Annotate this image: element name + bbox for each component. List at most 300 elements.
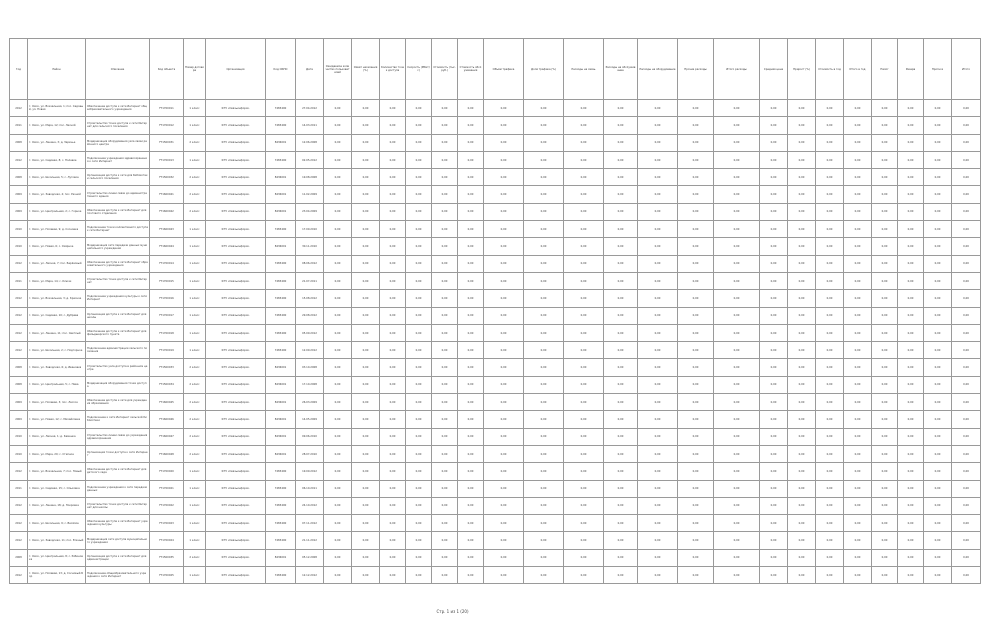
table-cell: 0,00 [924,532,952,549]
table-cell: 0,00 [524,549,564,566]
table-cell: 0,00 [458,342,484,359]
table-cell: 0,00 [788,255,816,272]
table-cell: 0,00 [432,342,458,359]
table-cell: 0,00 [898,394,924,411]
table-cell: 0,00 [898,515,924,532]
table-cell: Строительство линии связи до учреждения здравоохранения [86,428,150,445]
column-header: Код ОКПО [266,39,296,100]
table-cell: 0,00 [524,324,564,341]
table-cell: 0,00 [638,100,678,117]
column-header: Итого расходы [714,39,760,100]
table-cell: 0,00 [788,428,816,445]
table-cell: 0,00 [872,532,898,549]
table-cell: ФГУ «Связьинформ» [206,290,266,307]
table-cell: 0,00 [678,169,714,186]
table-cell: 1 класс [184,342,206,359]
table-cell: 0,00 [484,359,524,376]
table-cell: 2 класс [184,376,206,393]
table-cell: 0,00 [604,290,638,307]
table-cell: 0,00 [432,463,458,480]
table-cell: 2 класс [184,445,206,462]
table-cell: FT1600045 [150,394,184,411]
table-cell: 0,00 [524,567,564,584]
table-cell: 0,00 [872,549,898,566]
table-cell: Строительство узла доступа в районном центре [86,359,150,376]
table-cell: 0,00 [898,480,924,497]
table-cell: 0,00 [714,238,760,255]
table-cell: 0,00 [604,445,638,462]
table-cell: 0,00 [952,324,981,341]
table-cell: 0,00 [352,307,380,324]
table-row [10,463,981,480]
table-cell: 0,00 [816,100,844,117]
table-cell: 0,00 [406,203,432,220]
table-cell: 0,00 [564,186,604,203]
table-cell: 0,00 [924,567,952,584]
table-cell: 0,00 [564,324,604,341]
table-cell: 0,00 [324,376,352,393]
table-cell: 0,00 [714,290,760,307]
table-cell: 0,00 [604,463,638,480]
table-cell: ФГУ «Связьинформ» [206,186,266,203]
table-cell: 0,00 [678,532,714,549]
page-number: Стр. 1 из 1 (20) [436,609,469,614]
table-cell: 0,00 [788,394,816,411]
table-cell: 0,00 [484,186,524,203]
table-cell: 0,00 [760,376,788,393]
table-cell: 0,00 [678,428,714,445]
table-cell: 0,00 [484,342,524,359]
table-cell: 0,00 [638,532,678,549]
table-cell: г. Омск, ул. Школьная, 5; с. Луговое [28,169,86,186]
table-cell: 0,00 [714,445,760,462]
table-cell: 0,00 [844,376,872,393]
table-cell: 0,00 [898,255,924,272]
table-cell: 05.09.2012 [296,324,324,341]
table-cell: FT1700023 [150,515,184,532]
table-cell: 0,00 [458,497,484,514]
table-cell: 7483400 [266,255,296,272]
column-header: Ожидаемое количество пользователей [324,39,352,100]
table-cell: г. Омск, ул. Вокзальная, 7; пос. Новый [28,463,86,480]
table-cell: 0,00 [524,428,564,445]
table-cell: 0,00 [432,100,458,117]
table-cell: 0,00 [872,307,898,324]
table-cell: 0,00 [872,515,898,532]
table-cell: 0,00 [406,497,432,514]
table-cell: 0,00 [432,238,458,255]
table-cell: 0,00 [898,100,924,117]
table-cell: 0,00 [324,428,352,445]
table-cell: 0,00 [816,324,844,341]
table-cell: 0,00 [380,272,406,289]
table-cell: 0,00 [844,428,872,445]
table-cell: Строительство линии связи до административного здания [86,186,150,203]
table-cell: 0,00 [406,463,432,480]
table-cell: 0,00 [638,411,678,428]
table-cell: 0,00 [352,463,380,480]
table-cell: 0,00 [952,497,981,514]
table-cell: 0,00 [458,307,484,324]
table-cell: 0,00 [352,342,380,359]
table-cell: 0,00 [714,134,760,151]
column-header: Описание [86,39,150,100]
table-cell: 0,00 [952,255,981,272]
table-cell: 0,00 [952,359,981,376]
table-cell: FT1600046 [150,411,184,428]
column-header: Средняя цена [760,39,788,100]
table-cell: 0,00 [406,307,432,324]
table-cell: 7483400 [266,480,296,497]
table-cell: FT1500031 [150,134,184,151]
table-cell: 8436001 [266,203,296,220]
table-cell: 0,00 [678,221,714,238]
table-cell: FT1500032 [150,169,184,186]
table-cell: 0,00 [844,497,872,514]
table-cell: 0,00 [844,463,872,480]
table-cell: 0,00 [678,394,714,411]
table-cell: 0,00 [406,186,432,203]
table-cell: 0,00 [564,515,604,532]
table-cell: 0,00 [380,324,406,341]
table-row [10,238,981,255]
table-cell: 0,00 [872,151,898,168]
table-cell: 0,00 [324,411,352,428]
table-cell: 0,00 [714,411,760,428]
table-cell: 0,00 [484,221,524,238]
table-cell: 0,00 [524,221,564,238]
table-cell: 0,00 [844,480,872,497]
table-row [10,376,981,393]
table-cell: 0,00 [432,117,458,134]
table-cell: 2008 [10,549,28,566]
table-row [10,532,981,549]
table-cell: 0,00 [872,428,898,445]
table-cell: 0,00 [788,445,816,462]
table-cell: 0,00 [406,255,432,272]
table-cell: 0,00 [678,117,714,134]
table-cell: 0,00 [432,549,458,566]
table-cell: 0,00 [816,290,844,307]
table-cell: 0,00 [458,532,484,549]
table-cell: 0,00 [678,307,714,324]
table-cell: 08.06.2012 [296,255,324,272]
table-cell: 0,00 [406,515,432,532]
table-cell: ФГУ «Связьинформ» [206,532,266,549]
table-cell: 0,00 [380,342,406,359]
table-cell: 0,00 [898,567,924,584]
table-cell: 0,00 [380,203,406,220]
table-cell: 2010 [10,221,28,238]
table-cell: ФГУ «Связьинформ» [206,376,266,393]
table-cell: 0,00 [924,255,952,272]
table-cell: 0,00 [458,324,484,341]
table-row [10,186,981,203]
table-row [10,480,981,497]
table-cell: 2 класс [184,411,206,428]
table-cell: Обеспечение доступа к сети Интернет образовательного учреждения [86,255,150,272]
table-cell: 0,00 [952,342,981,359]
table-cell: 8436001 [266,134,296,151]
table-cell: 0,00 [432,290,458,307]
table-cell: 0,00 [714,100,760,117]
table-cell: 0,00 [678,342,714,359]
table-cell: 0,00 [638,221,678,238]
table-cell: г. Омск, ул. Заводская, 4; пос. Речной [28,186,86,203]
table-cell: 0,00 [788,376,816,393]
table-cell: ФГУ «Связьинформ» [206,100,266,117]
table-cell: 0,00 [816,445,844,462]
table-cell: 0,00 [324,100,352,117]
table-cell: 0,00 [898,497,924,514]
table-cell: 1 класс [184,255,206,272]
table-cell: 0,00 [380,186,406,203]
table-cell: 0,00 [714,549,760,566]
table-cell: 0,00 [924,463,952,480]
table-cell: 0,00 [816,549,844,566]
table-cell: 0,00 [484,532,524,549]
table-cell: 0,00 [678,272,714,289]
table-cell: 0,00 [604,186,638,203]
table-cell: 0,00 [872,445,898,462]
table-cell: 0,00 [714,480,760,497]
table-cell: 17.09.2010 [296,221,324,238]
table-cell: 0,00 [406,272,432,289]
table-cell: 0,00 [844,359,872,376]
table-cell: 0,00 [432,134,458,151]
table-cell: 0,00 [604,255,638,272]
column-header: Расходы на оборудование [638,39,678,100]
table-cell: 0,00 [924,428,952,445]
table-cell: 8436001 [266,445,296,462]
table-cell: 0,00 [406,394,432,411]
table-cell: 0,00 [380,428,406,445]
table-cell: 0,00 [714,169,760,186]
table-cell: 0,00 [816,151,844,168]
table-cell: 1 класс [184,221,206,238]
table-cell: 0,00 [678,549,714,566]
table-cell: 2012 [10,532,28,549]
table-cell: Подключение администрации сельского поселения [86,342,150,359]
table-cell: 0,00 [406,169,432,186]
table-cell: 0,00 [816,515,844,532]
table-cell: 0,00 [816,342,844,359]
table-cell: 0,00 [352,411,380,428]
table-cell: 0,00 [458,169,484,186]
table-cell: 0,00 [714,394,760,411]
table-row [10,342,981,359]
table-cell: 7483400 [266,221,296,238]
table-cell: 0,00 [458,428,484,445]
table-cell: 0,00 [564,376,604,393]
table-cell: Подключение точки коллективного доступа к сети Интернет [86,221,150,238]
table-cell: 0,00 [816,169,844,186]
table-cell: 0,00 [432,169,458,186]
table-cell: 0,00 [406,445,432,462]
table-cell: 2011 [10,480,28,497]
table-cell: 0,00 [760,445,788,462]
table-cell: Организация точки доступа к сети Интернет [86,445,150,462]
table-cell: 0,00 [604,169,638,186]
column-header: Количество точек доступа [380,39,406,100]
table-cell: 0,00 [872,238,898,255]
table-cell: 0,00 [788,290,816,307]
table-cell: Модернизация оборудования точки доступа [86,376,150,393]
table-cell: 0,00 [952,272,981,289]
table-cell: 0,00 [432,307,458,324]
table-cell: 0,00 [604,221,638,238]
table-cell: 8436001 [266,549,296,566]
table-cell: 0,00 [638,359,678,376]
table-cell: 0,00 [432,445,458,462]
table-cell: 0,00 [638,394,678,411]
table-cell: 0,00 [352,376,380,393]
table-cell: 0,00 [524,186,564,203]
table-cell: г. Омск, ул. Лесная, 7; пос. Берёзовый [28,255,86,272]
table-cell: 0,00 [380,151,406,168]
column-header: Стоимость обслуживания [458,39,484,100]
table-cell: FT1700025 [150,567,184,584]
table-cell: 0,00 [788,497,816,514]
table-cell: 0,00 [564,463,604,480]
table-cell: 0,00 [484,255,524,272]
table-cell: 0,00 [352,532,380,549]
table-cell: 0,00 [380,307,406,324]
table-cell: 0,00 [352,497,380,514]
table-row [10,117,981,134]
table-cell: FT1700014 [150,255,184,272]
table-cell: 2012 [10,307,28,324]
table-cell: 2 класс [184,359,206,376]
table-cell: 0,00 [760,307,788,324]
table-cell: 0,00 [324,255,352,272]
table-cell: 0,00 [458,272,484,289]
table-cell: 0,00 [432,532,458,549]
table-cell: 0,00 [760,255,788,272]
table-cell: 0,00 [352,549,380,566]
table-cell: 19.08.2008 [296,169,324,186]
table-cell: 1 класс [184,272,206,289]
table-cell: 0,00 [352,290,380,307]
table-cell: 0,00 [524,100,564,117]
table-cell: г. Омск, ул. Центральная, 5; с. Нива [28,376,86,393]
table-cell: 0,00 [678,480,714,497]
table-cell: 2012 [10,255,28,272]
table-cell: 0,00 [432,376,458,393]
table-cell: 0,00 [898,221,924,238]
table-cell: 0,00 [406,532,432,549]
table-cell: 0,00 [760,238,788,255]
table-cell: 1 класс [184,567,206,584]
table-cell: 0,00 [678,203,714,220]
table-cell: 0,00 [524,290,564,307]
table-cell: FT1600044 [150,238,184,255]
table-cell: 0,00 [788,169,816,186]
table-cell: ФГУ «Связьинформ» [206,238,266,255]
table-cell: 0,00 [524,394,564,411]
table-cell: Строительство точки доступа к сети Интернет [86,272,150,289]
table-cell: 0,00 [352,151,380,168]
table-cell: 0,00 [352,255,380,272]
table-cell: Строительство точки доступа к сети Интернет для школы [86,497,150,514]
table-cell: 09.06.2010 [296,428,324,445]
table-cell: 0,00 [380,532,406,549]
table-cell: 0,00 [760,134,788,151]
table-cell: 0,00 [324,532,352,549]
table-cell: ФГУ «Связьинформ» [206,480,266,497]
table-cell: 0,00 [816,428,844,445]
table-cell: 0,00 [604,515,638,532]
table-cell: 0,00 [952,203,981,220]
column-header: Год [10,39,28,100]
table-cell: 0,00 [924,359,952,376]
table-cell: 0,00 [524,255,564,272]
table-cell: г. Омск, ул. Заводская, 11; пос. Южный [28,532,86,549]
table-cell: 0,00 [638,290,678,307]
table-cell: 0,00 [714,567,760,584]
table-cell: 0,00 [678,134,714,151]
table-cell: 0,00 [924,497,952,514]
table-cell: 0,00 [898,359,924,376]
table-cell: 0,00 [760,272,788,289]
table-cell: 0,00 [788,515,816,532]
table-cell: 0,00 [924,324,952,341]
table-cell: 0,00 [604,480,638,497]
table-cell: 0,00 [352,117,380,134]
table-cell: 7483400 [266,324,296,341]
table-cell: 0,00 [760,428,788,445]
table-cell: 0,00 [406,342,432,359]
table-cell: 7483400 [266,567,296,584]
table-cell: 0,00 [952,169,981,186]
table-cell: Организация доступа к сети Интернет для администрации [86,549,150,566]
table-cell: 0,00 [406,238,432,255]
table-cell: 0,00 [952,394,981,411]
table-cell: 0,00 [872,100,898,117]
column-header: Прочие расходы [678,39,714,100]
table-cell: 0,00 [872,359,898,376]
table-cell: 0,00 [324,342,352,359]
table-row [10,324,981,341]
table-cell: FT1600042 [150,203,184,220]
table-cell: 0,00 [760,411,788,428]
table-cell: 0,00 [324,221,352,238]
table-cell: 0,00 [714,186,760,203]
table-cell: 0,00 [324,151,352,168]
table-cell: 0,00 [952,428,981,445]
table-cell: 0,00 [788,186,816,203]
table-cell: г. Омск, ул. Полевая, 3; пос. Лесхоз [28,394,86,411]
table-cell: 7483400 [266,100,296,117]
table-cell: г. Омск, ул. Ленина, 3; д. Заречье [28,134,86,151]
table-cell: 0,00 [714,221,760,238]
table-cell: 0,00 [678,186,714,203]
table-cell: 0,00 [604,203,638,220]
table-cell: 0,00 [324,186,352,203]
table-cell: 0,00 [788,342,816,359]
table-cell: 0,00 [484,567,524,584]
table-cell: FT1700012 [150,117,184,134]
table-cell: 0,00 [898,186,924,203]
table-cell: 0,00 [524,359,564,376]
column-header: Район [28,39,86,100]
table-cell: 0,00 [872,255,898,272]
table-cell: 0,00 [924,238,952,255]
table-cell: 0,00 [924,515,952,532]
table-row [10,567,981,584]
table-cell: 0,00 [432,497,458,514]
table-cell: 0,00 [898,151,924,168]
